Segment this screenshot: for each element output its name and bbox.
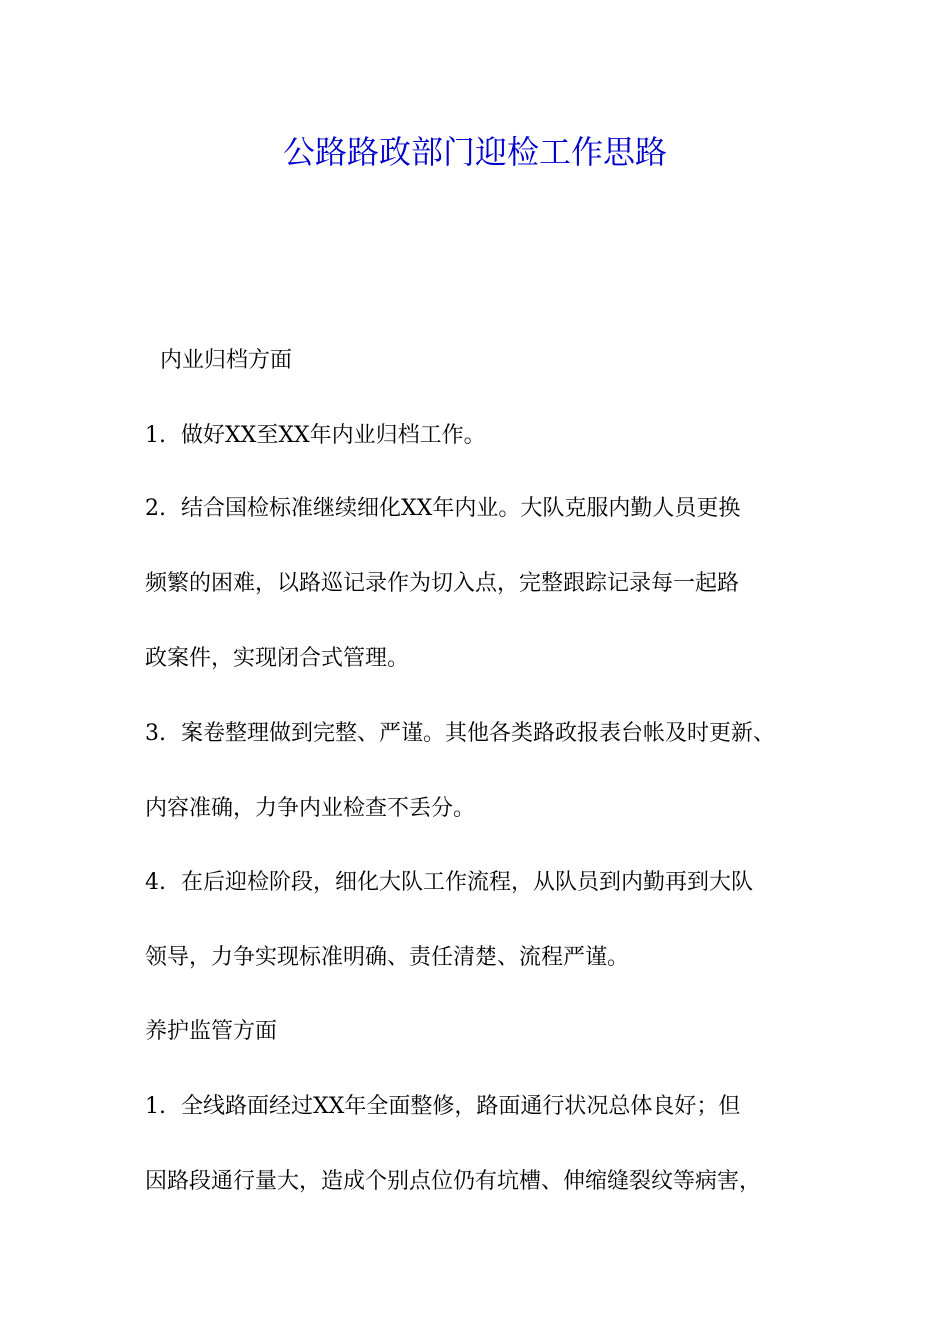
item-continuation: 领导，力争实现标准明确、责任清楚、流程严谨。 [145,945,630,970]
section-heading: 内业归档方面 [160,348,293,373]
item-text: 全线路面经过XX年全面整修，路面通行状况总体良好；但 [181,1094,741,1119]
item-continuation: 内容准确，力争内业检查不丢分。 [145,796,476,821]
item-text: 案卷整理做到完整、严谨。其他各类路政报表台帐及时更新、 [181,721,776,746]
list-item [145,1092,845,1122]
list-item [145,719,845,749]
item-number: 3. [145,721,166,746]
item-text: 在后迎检阶段，细化大队工作流程，从队员到内勤再到大队 [181,870,754,895]
item-number: 4. [145,870,166,895]
item-continuation: 因路段通行量大，造成个别点位仍有坑槽、伸缩缝裂纹等病害， [145,1169,762,1194]
item-number: 2. [145,496,166,521]
item-continuation: 频繁的困难，以路巡记录作为切入点，完整跟踪记录每一起路 [145,571,740,596]
item-text: 做好XX至XX年内业归档工作。 [181,423,486,448]
list-item [145,868,845,898]
item-text: 结合国检标准继续细化XX年内业。大队克服内勤人员更换 [181,496,741,521]
list-item [145,494,845,524]
document-title: 公路路政部门迎检工作思路 [282,133,667,171]
item-number: 1. [145,423,166,448]
item-number: 1. [145,1094,166,1119]
list-item [145,421,845,451]
item-continuation: 政案件，实现闭合式管理。 [145,646,410,671]
section-heading: 养护监管方面 [145,1019,278,1044]
